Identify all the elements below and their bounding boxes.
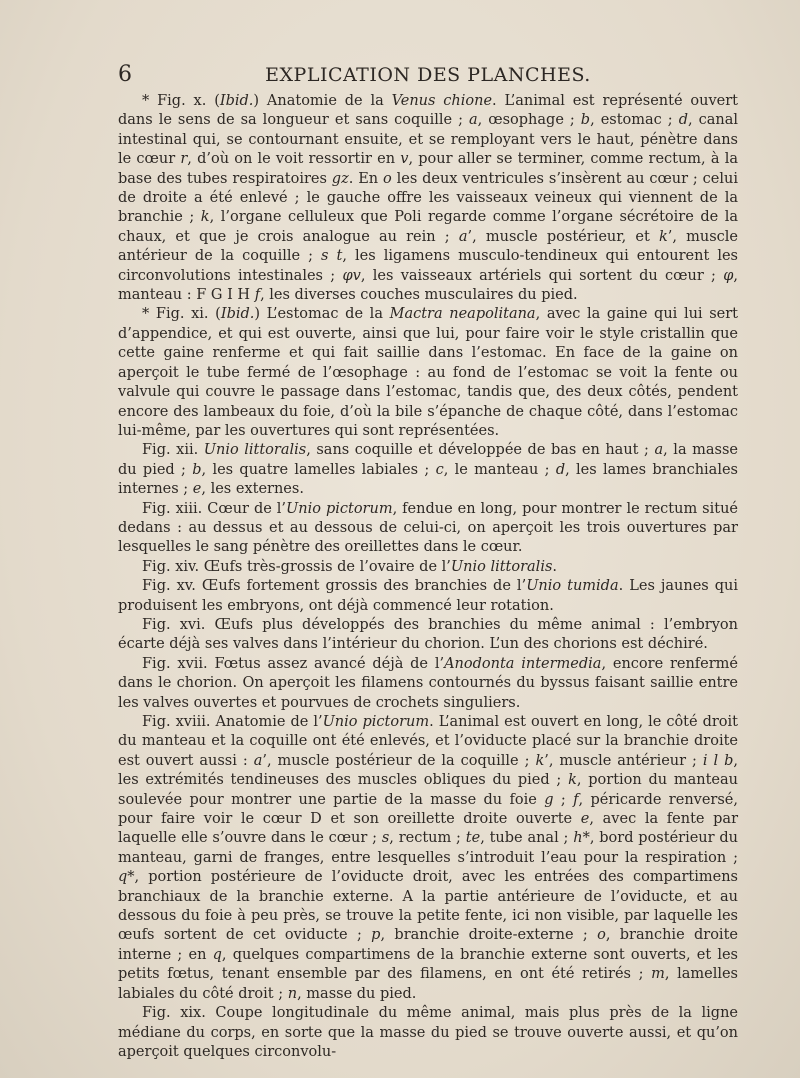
asterisk-marker: * bbox=[142, 306, 156, 323]
figure-explanation-paragraph bbox=[118, 1004, 738, 1062]
figure-label: Fig. xiv. bbox=[142, 558, 200, 575]
figure-description: Fœtus assez avancé déjà de l’Anodonta intermedia, encore renfermé dans le chorion. On aperçoit les filamens contournés du byssus faisant saillie entre les valves ouvertes et pourvues de crochets singuliers. bbox=[118, 655, 739, 711]
figure-description: Œufs fortement grossis des branchies de l’Unio tumida. Les jaunes qui produisent les embryons, ont déjà commencé leur rotation. bbox=[118, 578, 739, 614]
figure-explanation-paragraph bbox=[118, 577, 738, 616]
figure-explanation-paragraph bbox=[118, 500, 738, 558]
page-number: 6 bbox=[118, 62, 132, 87]
figure-explanation-paragraph bbox=[118, 558, 738, 577]
figure-explanation-paragraph bbox=[118, 655, 738, 713]
figure-label: Fig. xviii. bbox=[142, 714, 211, 730]
figure-label: Fig. xv. bbox=[142, 578, 196, 595]
figure-description: Œufs très-grossis de l’ovaire de l’Unio littoralis. bbox=[199, 558, 558, 575]
figure-description: (Ibid.) Anatomie de la Venus chione. L’animal est représenté ouvert dans le sens de sa longueur et sans coquille ; a, œsophage ; b, estomac ; d, canal intestinal qui, se contournant ensuite, et se remployant vers le haut, pénètre dans le cœur r, d’où on le voit ressortir en v, pour aller se terminer, comme rectum, à la base des tubes respiratoires gz. En o les deux ventricules s’insèrent au cœur ; celui de droite a été enlevé ; le gauche offre les vaisseaux veineux qui viennent de la branchie ; k, l’organe celluleux que Poli regarde comme l’organe sécrétoire de la chaux, et que je crois analogue au rein ; a’, muscle postérieur, et k’, muscle antérieur de la coquille ; s t, les ligamens musculo-tendineux qui entourent les circonvolutions intestinales ; φv, les vaisseaux artériels qui sortent du cœur ; φ, manteau : F G I H f, les diverses couches musculaires du pied. bbox=[118, 93, 738, 304]
figure-description: Coupe longitudinale du même animal, mais plus près de la ligne médiane du corps, en sorte que la masse du pied se trouve ouverte aussi, et qu’on aperçoit quelques circonvolu- bbox=[118, 1005, 738, 1060]
text-body bbox=[118, 92, 738, 1062]
figure-label: Fig. xii. bbox=[142, 442, 199, 459]
figure-label: Fig. xi. bbox=[155, 306, 209, 323]
page-header bbox=[118, 62, 738, 92]
figure-description: Œufs plus développés des branchies du même animal : l’embryon écarte déjà ses valves dans l’intérieur du chorion. L’un des chorions est déchiré. bbox=[118, 616, 738, 653]
figure-explanation-paragraph bbox=[118, 92, 738, 305]
figure-description: (Ibid.) L’estomac de la Mactra neapolitana, avec la gaine qui lui sert d’appendice, et qui est ouverte, ainsi que lui, pour faire voir le style cristallin que cette gaine renferme et qui fait saillie dans l’estomac. En face de la gaine on aperçoit le tube fermé de l’œsophage : au fond de l’estomac se voit la fente ou valvule qui couvre le passage dans l’estomac, tandis que, des deux côtés, pendent encore des lambeaux du foie, d’où la bile s’épanche de chaque côté, dans l’estomac lui-même, par les ouvertures qui sont représentées. bbox=[118, 306, 738, 439]
figure-description: Unio littoralis, sans coquille et développée de bas en haut ; a, la masse du pied ; b, les quatre lamelles labiales ; c, le manteau ; d, les lames branchiales internes ; e, les externes. bbox=[118, 442, 738, 498]
figure-label: Fig. x. bbox=[157, 93, 207, 109]
figure-label: Fig. xvi. bbox=[142, 616, 206, 633]
figure-description: Cœur de l’Unio pictorum, fendue en long, pour montrer le rectum situé dedans : au dessus et au dessous de celui-ci, on aperçoit les trois ouvertures par lesquelles le sang pénètre des oreillettes dans le cœur. bbox=[118, 500, 739, 556]
figure-label: Fig. xix. bbox=[142, 1005, 206, 1022]
figure-explanation-paragraph bbox=[118, 713, 738, 1004]
figure-label: Fig. xvii. bbox=[142, 655, 208, 672]
figure-description: Anatomie de l’Unio pictorum. L’animal est ouvert en long, le côté droit du manteau et la coquille ont été enlevés, et l’oviducte placé sur la branchie droite est ouvert aussi : a’, muscle postérieur de la coquille ; k’, muscle antérieur ; i l b, les extrémités tendineuses des muscles obliques du pied ; k, portion du manteau soulevée pour montrer une partie de la masse du foie g ; f, péricarde renversé, pour faire voir le cœur D et son oreillette droite ouverte e, avec la fente par laquelle elle s’ouvre dans le cœur ; s, rectum ; te, tube anal ; h*, bord postérieur du manteau, garni de franges, entre lesquelles s’introduit l’eau pour la respiration ; q*, portion postérieure de l’oviducte droit, avec les entrées des compartimens branchiaux de la branchie externe. A la partie antérieure de l’oviducte, et au dessous du foie à peu près, se trouve la petite fente, ici non visible, par laquelle les œufs sortent de cet oviducte ; p, branchie droite-externe ; o, branchie droite interne ; en q, quelques compartimens de la branchie externe sont ouverts, et les petits fœtus, tenant ensemble par des filamens, en ont été retirés ; m, lamelles labiales du côté droit ; n, masse du pied. bbox=[118, 714, 739, 1002]
figure-label: Fig. xiii. bbox=[142, 500, 203, 517]
running-head: EXPLICATION DES PLANCHES. bbox=[265, 64, 591, 86]
figure-explanation-paragraph bbox=[118, 441, 738, 499]
figure-explanation-paragraph bbox=[118, 616, 738, 655]
asterisk-marker: * bbox=[142, 93, 158, 109]
figure-explanation-paragraph bbox=[118, 305, 738, 441]
